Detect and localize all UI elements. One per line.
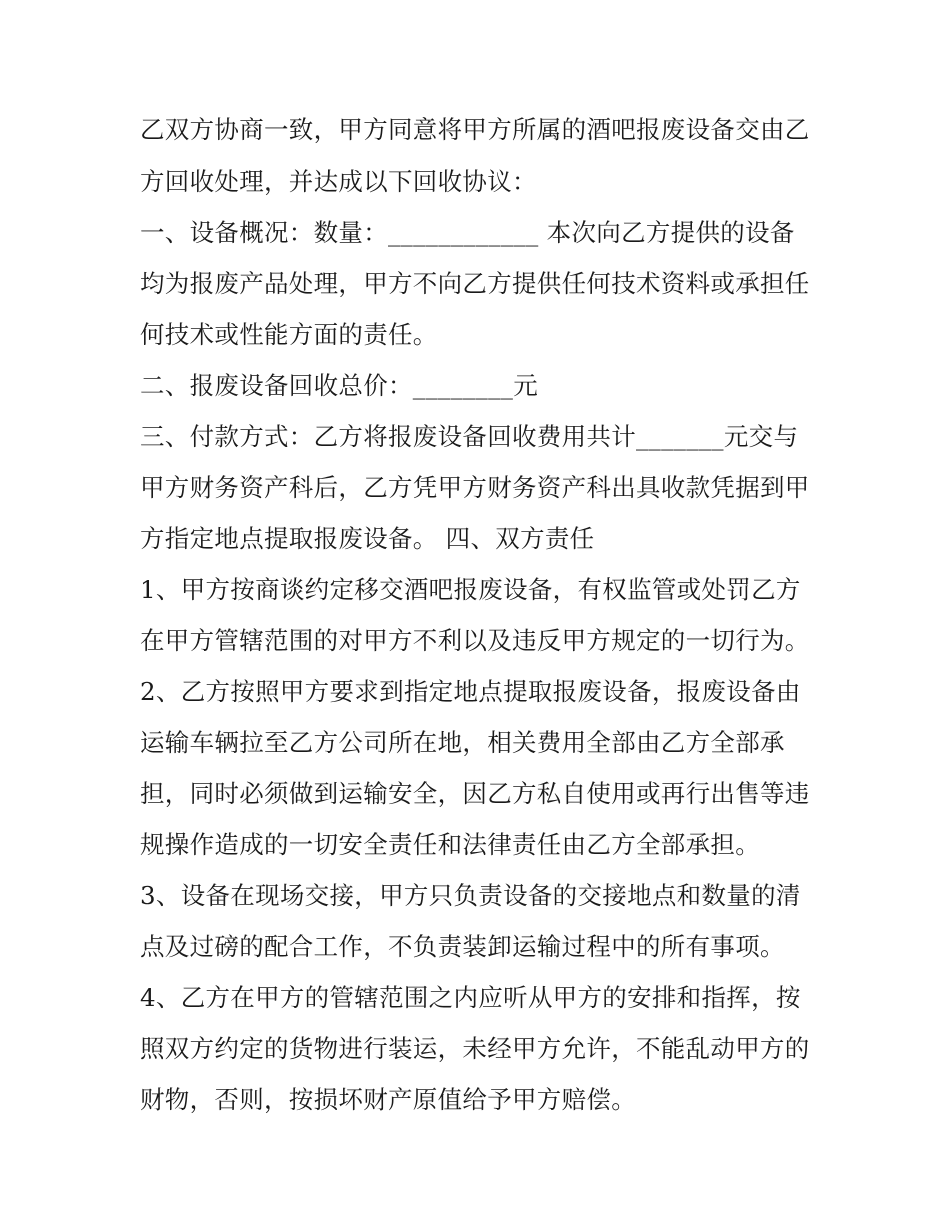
text-line: 1、甲方按商谈约定移交酒吧报废设备，有权监管或处罚乙方 <box>140 575 801 604</box>
text-line: 方回收处理，并达成以下回收协议： <box>140 167 537 196</box>
text-line: 乙双方协商一致，甲方同意将甲方所属的酒吧报废设备交由乙 <box>140 115 810 144</box>
text-line: 均为报废产品处理，甲方不向乙方提供任何技术资料或承担任 <box>140 269 810 298</box>
text-line: 何技术或性能方面的责任。 <box>140 320 438 349</box>
text-line: 担，同时必须做到运输安全，因乙方私自使用或再行出售等违 <box>140 779 810 808</box>
text-line: 在甲方管辖范围的对甲方不利以及违反甲方规定的一切行为。 <box>140 626 810 655</box>
text-line: 运输车辆拉至乙方公司所在地，相关费用全部由乙方全部承 <box>140 728 785 757</box>
text-line: 照双方约定的货物进行装运，未经甲方允许，不能乱动甲方的 <box>140 1034 810 1063</box>
text-line: 规操作造成的一切安全责任和法律责任由乙方全部承担。 <box>140 830 760 859</box>
text-line: 点及过磅的配合工作，不负责装卸运输过程中的所有事项。 <box>140 932 785 961</box>
text-line: 财物，否则，按损坏财产原值给予甲方赔偿。 <box>140 1085 636 1114</box>
text-line: 三、付款方式：乙方将报废设备回收费用共计_______元交与 <box>140 422 799 451</box>
text-line: 2、乙方按照甲方要求到指定地点提取报废设备，报废设备由 <box>140 677 801 706</box>
text-line: 甲方财务资产科后，乙方凭甲方财务资产科出具收款凭据到甲 <box>140 473 810 502</box>
text-line: 方指定地点提取报废设备。 四、双方责任 <box>140 524 595 553</box>
text-line: 3、设备在现场交接，甲方只负责设备的交接地点和数量的清 <box>140 881 801 910</box>
text-line: 一、设备概况：数量：____________ 本次向乙方提供的设备 <box>140 218 795 247</box>
text-line: 4、乙方在甲方的管辖范围之内应听从甲方的安排和指挥，按 <box>140 983 801 1012</box>
text-line: 二、报废设备回收总价：________元 <box>140 371 538 400</box>
